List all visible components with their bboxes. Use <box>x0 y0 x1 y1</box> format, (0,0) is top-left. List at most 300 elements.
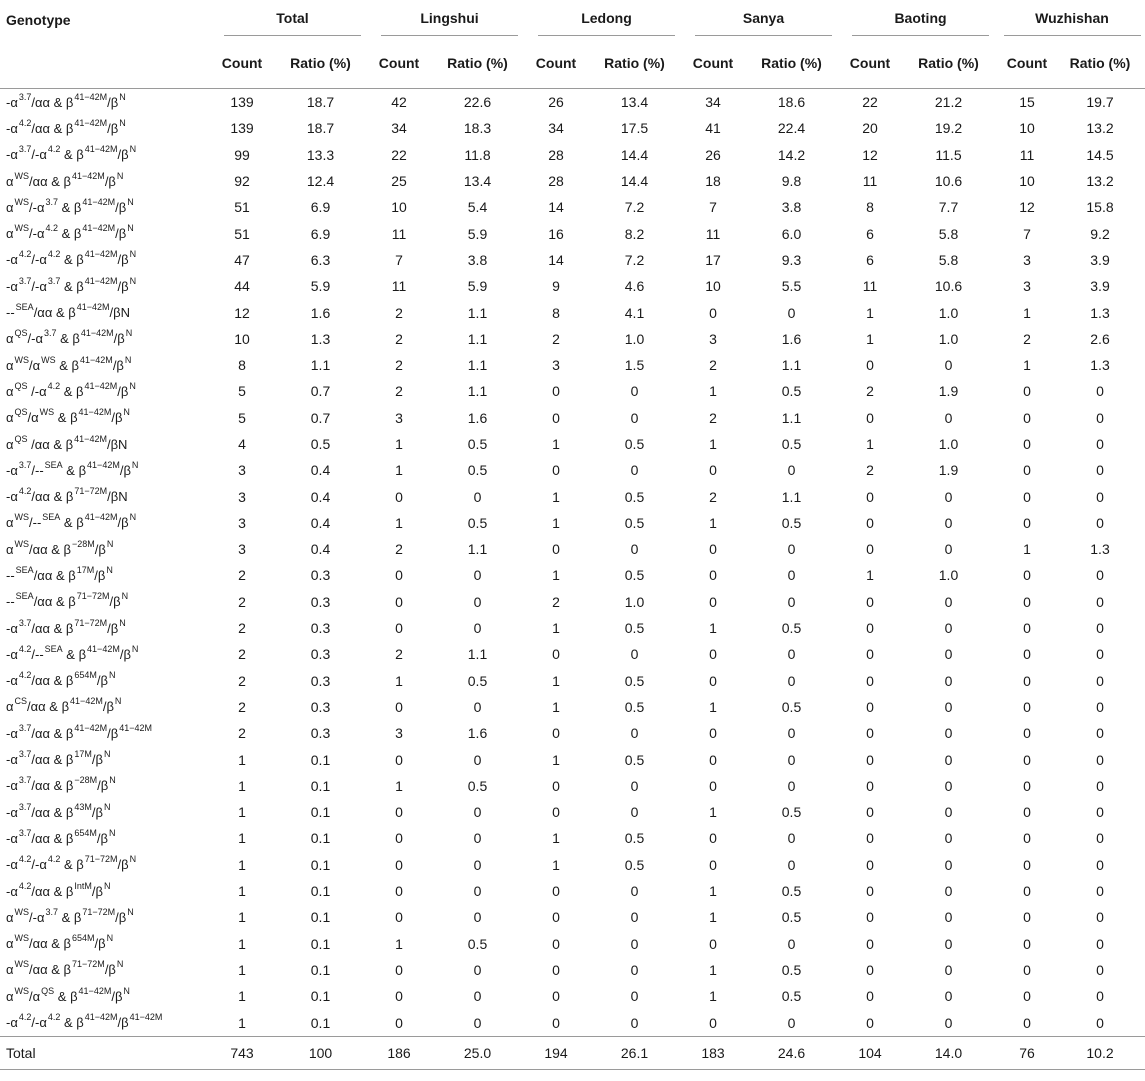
count-cell: 0 <box>552 1014 560 1031</box>
count-cell: 47 <box>234 251 250 268</box>
ratio-cell: 0.5 <box>624 567 645 584</box>
table-row <box>0 89 1145 116</box>
ratio-cell: 0.1 <box>310 856 331 873</box>
genotype-superscript: SEA <box>15 302 34 313</box>
count-cell: 1 <box>395 436 403 452</box>
genotype-superscript: QS <box>14 407 28 418</box>
count-cell: 12 <box>862 146 878 163</box>
ratio-cell: 6.9 <box>310 199 331 216</box>
genotype-text: -α <box>6 857 18 873</box>
ratio-cell: 0 <box>944 646 953 663</box>
count-cell: 0 <box>395 856 403 873</box>
genotype-text: & β <box>58 909 82 925</box>
genotype-text: α <box>6 962 14 978</box>
genotype-cell <box>0 273 214 299</box>
ratio-cell: 0 <box>1096 777 1104 794</box>
count-cell: 22 <box>862 94 878 111</box>
ratio-cell: 0.5 <box>781 988 802 1005</box>
genotype-superscript: 4.2 <box>47 249 61 260</box>
count-cell: 2 <box>395 383 403 400</box>
genotype-cell <box>0 168 214 194</box>
count-cell: 34 <box>705 94 721 111</box>
genotype-text: /β <box>115 226 127 242</box>
genotype-superscript: WS <box>14 354 30 365</box>
genotype-cell <box>0 799 214 825</box>
ratio-cell: 0.1 <box>310 804 331 821</box>
ratio-cell: 0 <box>1096 935 1104 952</box>
genotype-superscript: 41−42M <box>82 223 116 234</box>
ratio-cell: 0 <box>944 804 953 821</box>
ratio-cell: 1.1 <box>781 488 802 505</box>
genotype-text: /β <box>91 804 103 820</box>
region-header-total: Total <box>214 0 371 38</box>
count-cell: 1 <box>238 935 246 952</box>
count-cell: 0 <box>866 541 874 558</box>
count-cell: 22 <box>391 146 407 163</box>
count-cell: 2 <box>866 383 874 400</box>
genotype-text: /αα & β <box>29 541 72 557</box>
ratio-cell: 2.6 <box>1090 330 1110 347</box>
genotype-text: /α <box>29 357 41 373</box>
ratio-cell: 1.1 <box>781 357 802 374</box>
genotype-superscript: N <box>104 880 111 891</box>
count-cell: 0 <box>866 488 874 505</box>
ratio-cell: 1.1 <box>310 357 331 374</box>
genotype-text: /β <box>117 278 129 294</box>
count-cell: 0 <box>395 488 403 505</box>
genotype-superscript: 3.7 <box>18 617 32 628</box>
count-cell: 0 <box>866 672 874 689</box>
table-row <box>0 589 1145 615</box>
ratio-cell: 1.1 <box>467 357 488 374</box>
ratio-cell: 3.9 <box>1090 278 1110 295</box>
count-cell: 2 <box>552 330 560 347</box>
ratio-cell: 0 <box>787 304 796 321</box>
genotype-text: -- <box>6 567 15 583</box>
count-cell: 0 <box>552 462 560 479</box>
ratio-cell: 0 <box>1096 620 1104 637</box>
ratio-cell: 0.1 <box>310 961 331 978</box>
genotype-text: -α <box>6 752 18 768</box>
genotype-cell <box>0 878 214 904</box>
count-cell: 0 <box>866 725 874 742</box>
genotype-superscript: 3.7 <box>45 906 58 917</box>
ratio-header: Ratio (%) <box>1055 38 1145 89</box>
count-cell: 0 <box>709 725 717 742</box>
count-cell: 0 <box>1023 593 1031 610</box>
table-row <box>0 483 1145 509</box>
ratio-cell: 1.1 <box>467 383 488 400</box>
genotype-text: /αα & β <box>29 962 72 978</box>
count-cell: 1 <box>709 514 717 531</box>
ratio-cell: 1.1 <box>467 646 488 663</box>
genotype-superscript: 4.2 <box>18 1012 32 1023</box>
table-row <box>0 220 1145 246</box>
ratio-cell: 0.7 <box>310 383 331 400</box>
genotype-superscript: 17M <box>76 564 95 575</box>
genotype-text: /β <box>104 173 116 189</box>
genotype-superscript: N <box>104 801 111 812</box>
count-cell: 5 <box>238 383 246 400</box>
count-cell: 0 <box>395 593 403 610</box>
count-cell: 3 <box>1023 278 1031 295</box>
genotype-superscript: 3.7 <box>18 275 32 286</box>
count-cell: 11 <box>391 278 407 295</box>
count-cell: 0 <box>552 646 560 663</box>
count-cell: 3 <box>395 725 403 742</box>
genotype-text: /αα & β <box>31 489 74 505</box>
count-cell: 0 <box>866 593 874 610</box>
ratio-cell: 0 <box>473 830 482 847</box>
genotype-superscript: 41−42M <box>84 249 118 260</box>
genotype-text: /αα & β <box>31 725 74 741</box>
ratio-cell: 0 <box>787 593 796 610</box>
genotype-superscript: 3.7 <box>18 775 32 786</box>
ratio-cell: 0 <box>944 672 953 689</box>
ratio-cell: 1.1 <box>467 541 488 558</box>
genotype-superscript: 4.2 <box>18 117 32 128</box>
count-cell: 0 <box>1023 488 1031 505</box>
count-cell: 0 <box>1023 436 1031 452</box>
ratio-cell: 4.6 <box>624 278 645 295</box>
genotype-superscript: WS <box>14 985 30 996</box>
count-cell: 2 <box>709 357 717 374</box>
region-header-baoting: Baoting <box>842 0 999 38</box>
total-row <box>0 1036 1145 1069</box>
count-cell: 3 <box>1023 251 1031 268</box>
count-cell: 1 <box>238 1014 246 1031</box>
count-cell: 1 <box>1023 304 1031 321</box>
genotype-text: /αα & β <box>31 620 74 636</box>
ratio-cell: 0 <box>473 883 482 900</box>
ratio-cell: 0 <box>1096 436 1104 452</box>
count-cell: 1 <box>238 961 246 978</box>
ratio-cell: 0 <box>787 751 796 768</box>
table-row <box>0 168 1145 194</box>
count-cell: 1 <box>552 751 560 768</box>
genotype-cell <box>0 299 214 325</box>
count-cell: 0 <box>709 777 717 794</box>
count-cell: 0 <box>1023 804 1031 821</box>
genotype-text: α <box>6 436 14 452</box>
genotype-superscript: 4.2 <box>18 854 32 865</box>
count-cell: 139 <box>230 120 254 137</box>
genotype-superscript: 4.2 <box>18 486 32 497</box>
ratio-cell: 11.8 <box>464 146 491 163</box>
ratio-cell: 0 <box>787 1014 796 1031</box>
genotype-text: /-α <box>29 226 45 242</box>
count-cell: 0 <box>552 909 560 926</box>
genotype-superscript: 41−42M <box>80 328 114 339</box>
genotype-text: /β <box>117 857 129 873</box>
genotype-superscript: 4.2 <box>18 670 32 681</box>
ratio-cell: 5.4 <box>467 199 488 216</box>
count-cell: 1 <box>238 804 246 821</box>
count-cell: 2 <box>238 672 246 689</box>
count-cell: 0 <box>552 961 560 978</box>
count-cell: 4 <box>238 436 246 452</box>
genotype-superscript: WS <box>14 538 30 549</box>
table-row <box>0 720 1145 746</box>
genotype-superscript: 41−42M <box>84 512 118 523</box>
count-cell: 9 <box>552 278 560 295</box>
ratio-cell: 0.3 <box>310 620 331 637</box>
genotype-superscript: N <box>106 538 114 549</box>
ratio-cell: 1.0 <box>938 436 959 452</box>
table-row <box>0 641 1145 667</box>
genotype-text: -α <box>6 94 18 110</box>
ratio-cell: 1.6 <box>467 409 488 426</box>
ratio-cell: 0 <box>944 909 953 926</box>
ratio-cell: 0.5 <box>624 751 645 768</box>
count-cell: 0 <box>866 357 874 374</box>
genotype-cell <box>0 220 214 246</box>
ratio-cell: 1.1 <box>467 330 488 347</box>
count-cell: 1 <box>709 988 717 1005</box>
genotype-superscript: 3.7 <box>18 801 32 812</box>
genotype-superscript: WS <box>14 196 30 207</box>
genotype-superscript: 41−42M <box>84 275 118 286</box>
table-row <box>0 668 1145 694</box>
count-cell: 0 <box>395 1014 403 1031</box>
ratio-cell: 1.9 <box>938 462 959 479</box>
ratio-cell: 0.3 <box>310 725 331 742</box>
ratio-cell: 0.3 <box>310 646 331 663</box>
genotype-text: /β <box>119 462 131 478</box>
ratio-cell: 0.5 <box>781 383 802 400</box>
genotype-text: -α <box>6 830 18 846</box>
count-cell: 7 <box>395 251 403 268</box>
genotype-text: -α <box>6 1015 18 1031</box>
count-cell: 1 <box>866 330 874 347</box>
count-header: Count <box>528 38 584 89</box>
genotype-superscript: CS <box>14 696 28 707</box>
genotype-text: /αα & β <box>31 804 74 820</box>
genotype-text: α <box>6 357 14 373</box>
count-cell: 0 <box>1023 462 1031 479</box>
ratio-cell: 0 <box>787 672 796 689</box>
ratio-cell: 14.4 <box>620 146 649 163</box>
table-row <box>0 799 1145 825</box>
genotype-superscript: 41−42M <box>84 1012 118 1023</box>
genotype-text: /αα & β <box>33 567 76 583</box>
total-label: Total <box>0 1036 214 1069</box>
count-cell: 3 <box>709 330 717 347</box>
genotype-superscript: 3.7 <box>18 144 32 155</box>
ratio-cell: 5.9 <box>467 225 488 242</box>
genotype-text: /β <box>117 515 129 531</box>
ratio-cell: 0 <box>944 777 953 794</box>
count-cell: 1 <box>238 777 246 794</box>
table-row <box>0 773 1145 799</box>
ratio-cell: 0 <box>1096 646 1104 663</box>
ratio-cell: 7.2 <box>624 199 645 216</box>
ratio-cell: 17.5 <box>620 120 649 137</box>
count-header: Count <box>371 38 427 89</box>
genotype-superscript: WS <box>39 407 55 418</box>
count-cell: 0 <box>552 804 560 821</box>
genotype-cell <box>0 142 214 168</box>
count-cell: 20 <box>862 120 878 137</box>
genotype-text: /β <box>117 383 129 399</box>
table-row <box>0 1009 1145 1036</box>
count-cell: 0 <box>866 620 874 637</box>
region-header-lingshui: Lingshui <box>371 0 528 38</box>
ratio-cell: 1.0 <box>938 304 959 321</box>
count-cell: 0 <box>395 751 403 768</box>
genotype-text: α <box>6 199 14 215</box>
genotype-superscript: N <box>106 933 114 944</box>
count-cell: 0 <box>1023 698 1031 715</box>
count-cell: 11 <box>862 173 878 190</box>
genotype-superscript: N <box>131 459 139 470</box>
count-cell: 0 <box>395 961 403 978</box>
count-header: Count <box>685 38 741 89</box>
ratio-cell: 0 <box>787 725 796 742</box>
ratio-header: Ratio (%) <box>584 38 685 89</box>
count-cell: 25 <box>391 173 407 190</box>
genotype-superscript: WS <box>41 354 56 365</box>
count-cell: 1 <box>1023 541 1031 558</box>
ratio-cell: 0.4 <box>310 541 331 558</box>
genotype-superscript: QS <box>41 985 55 996</box>
ratio-cell: 0 <box>944 541 953 558</box>
count-cell: 0 <box>552 988 560 1005</box>
ratio-cell: 1.0 <box>624 330 645 347</box>
genotype-superscript: 4.2 <box>18 249 32 260</box>
ratio-header: Ratio (%) <box>427 38 528 89</box>
count-cell: 17 <box>705 251 721 268</box>
table-row <box>0 562 1145 588</box>
ratio-cell: 0 <box>630 935 639 952</box>
genotype-cell <box>0 483 214 509</box>
count-header: Count <box>214 38 270 89</box>
ratio-cell: 0.5 <box>467 777 488 794</box>
genotype-text: /αα & β <box>27 436 74 452</box>
genotype-text: α <box>6 173 14 189</box>
count-cell: 0 <box>709 593 717 610</box>
count-cell: 0 <box>709 541 717 558</box>
genotype-superscript: N <box>119 91 126 102</box>
count-cell: 0 <box>709 856 717 873</box>
count-cell: 1 <box>552 856 560 873</box>
count-cell: 0 <box>395 620 403 637</box>
ratio-cell: 1.0 <box>938 330 959 347</box>
genotype-text: & β <box>55 357 80 373</box>
genotype-text: -α <box>6 883 18 899</box>
ratio-cell: 1.5 <box>624 357 645 374</box>
genotype-superscript: 41−42M <box>74 91 108 102</box>
count-cell: 99 <box>234 146 250 163</box>
genotype-text: /α <box>29 988 41 1004</box>
genotype-text: /β <box>117 147 129 163</box>
ratio-cell: 3.8 <box>467 251 488 268</box>
count-cell: 3 <box>238 462 246 479</box>
genotype-cell <box>0 746 214 772</box>
count-cell: 16 <box>548 225 564 242</box>
genotype-text: -α <box>6 462 18 478</box>
ratio-cell: 7.2 <box>624 251 645 268</box>
ratio-cell: 0.5 <box>467 514 488 531</box>
ratio-cell: 0 <box>473 804 482 821</box>
count-cell: 0 <box>1023 672 1031 689</box>
genotype-superscript: N <box>123 407 130 418</box>
ratio-cell: 0.5 <box>467 436 488 452</box>
count-cell: 10 <box>1019 120 1035 137</box>
count-cell: 0 <box>866 883 874 900</box>
total-count-cell: 194 <box>528 1036 584 1069</box>
count-cell: 2 <box>709 488 717 505</box>
ratio-cell: 0 <box>787 646 796 663</box>
count-cell: 0 <box>1023 935 1031 952</box>
table-row <box>0 405 1145 431</box>
table-row <box>0 142 1145 168</box>
count-cell: 0 <box>866 409 874 426</box>
count-cell: 3 <box>552 357 560 374</box>
genotype-cell <box>0 668 214 694</box>
ratio-cell: 11.5 <box>935 146 962 163</box>
genotype-text: /αα & β <box>29 173 72 189</box>
genotype-superscript: 4.2 <box>47 380 61 391</box>
ratio-cell: 1.6 <box>467 725 488 742</box>
count-cell: 0 <box>395 698 403 715</box>
count-cell: 1 <box>395 777 403 794</box>
genotype-cell <box>0 378 214 404</box>
ratio-cell: 0 <box>630 988 639 1005</box>
genotype-cell <box>0 457 214 483</box>
genotype-superscript: N <box>125 328 133 339</box>
count-cell: 1 <box>552 514 560 531</box>
ratio-cell: 0 <box>944 856 953 873</box>
genotype-text: /β <box>113 331 125 347</box>
count-cell: 1 <box>709 436 717 452</box>
count-cell: 0 <box>709 462 717 479</box>
total-ratio-cell: 10.2 <box>1055 1036 1145 1069</box>
count-cell: 5 <box>238 409 246 426</box>
ratio-cell: 6.3 <box>310 251 331 268</box>
count-cell: 51 <box>234 199 250 216</box>
genotype-text: & β <box>60 147 84 163</box>
genotype-superscript: 71−72M <box>72 959 105 970</box>
genotype-text: /β <box>104 962 116 978</box>
table-row <box>0 247 1145 273</box>
count-cell: 11 <box>862 278 878 295</box>
genotype-text: & β <box>54 988 78 1004</box>
table-row <box>0 510 1145 536</box>
ratio-cell: 0 <box>1096 725 1104 742</box>
genotype-superscript: 654M <box>72 933 95 944</box>
count-cell: 7 <box>709 199 717 216</box>
genotype-superscript: 41−42M <box>87 459 120 470</box>
count-cell: 0 <box>866 514 874 531</box>
ratio-cell: 0 <box>787 462 796 479</box>
count-cell: 42 <box>391 94 407 111</box>
genotype-text: -α <box>6 147 18 163</box>
genotype-text: α <box>6 226 14 242</box>
count-cell: 2 <box>395 330 403 347</box>
count-cell: 18 <box>705 173 721 190</box>
ratio-cell: 0.5 <box>624 488 645 505</box>
genotype-superscript: 41−42M <box>129 1012 163 1023</box>
genotype-text: /β <box>115 909 127 925</box>
ratio-cell: 1.6 <box>310 304 331 321</box>
ratio-cell: 13.2 <box>1086 173 1114 190</box>
ratio-cell: 22.4 <box>777 120 806 137</box>
region-header-wuzhishan: Wuzhishan <box>999 0 1145 38</box>
count-cell: 92 <box>234 173 250 190</box>
count-cell: 1 <box>709 698 717 715</box>
ratio-cell: 0.4 <box>310 514 331 531</box>
